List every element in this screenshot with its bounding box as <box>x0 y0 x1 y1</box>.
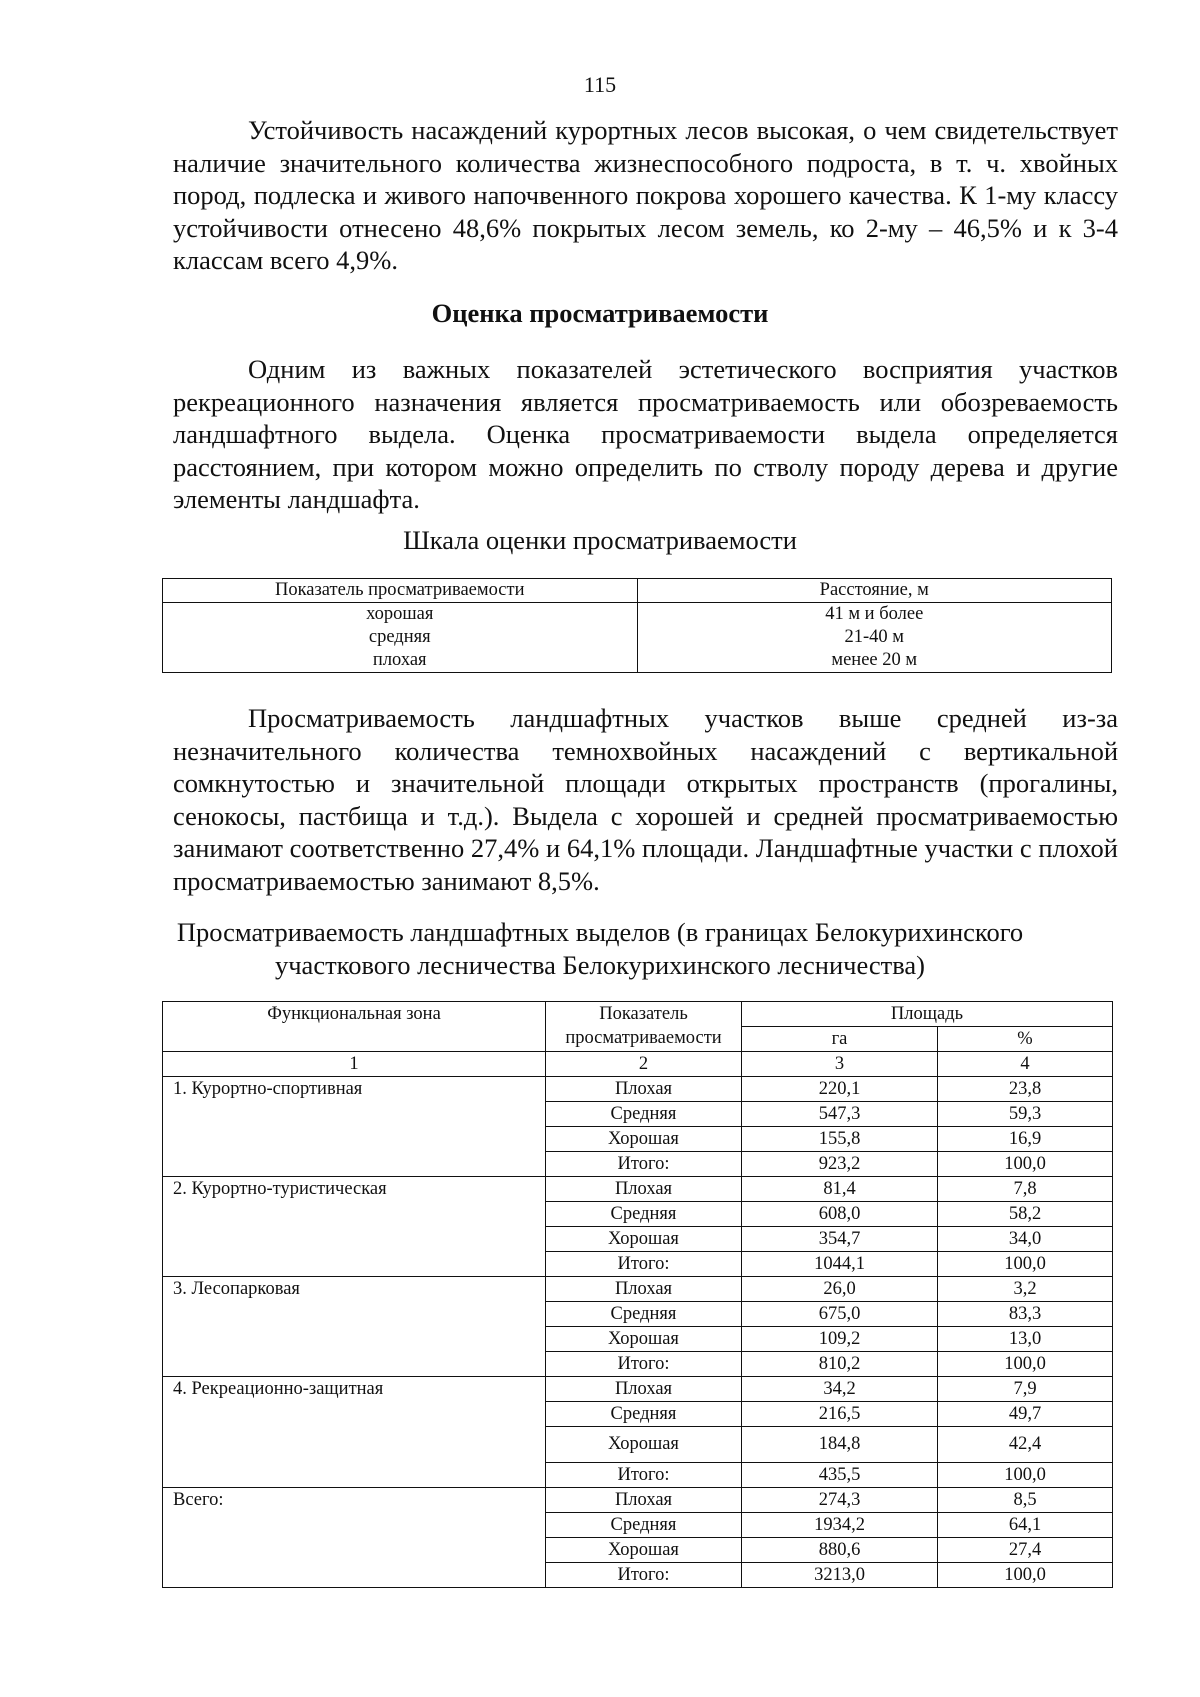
indicator-cell: Плохая <box>546 1277 742 1302</box>
column-header: га <box>742 1027 938 1052</box>
page-number: 115 <box>583 72 617 97</box>
visibility-by-zone-table <box>162 1001 1113 1588</box>
indicator-cell: Средняя <box>546 1102 742 1127</box>
column-number: 4 <box>938 1052 1113 1077</box>
column-header: Площадь <box>742 1002 1113 1027</box>
table-row <box>163 603 1112 673</box>
indicator-cell: Итого: <box>546 1352 742 1377</box>
indicator-cell: Средняя <box>546 1513 742 1538</box>
table-row <box>163 1277 1113 1302</box>
paragraph-visibility-results: Просматриваемость ландшафтных участков выше средней из-за незначительного количества темнохвойных насаждений с вертикальной сомкнутостью и значительной площади открытых пространств (прогалины, сенокосы, пастбища и т.д.). Выдела с хорошей и средней просматриваемостью занимают соответственно 27,4% и 64,1% площади. Ландшафтные участки с плохой просматриваемостью занимают 8,5%. <box>173 703 1118 896</box>
visibility-scale-table <box>162 578 1112 673</box>
area-pct-cell: 58,2 <box>938 1202 1113 1227</box>
zone-cell: 2. Курортно-туристическая <box>163 1177 546 1277</box>
distance-value: 41 м и более <box>825 604 924 624</box>
area-ha-cell: 880,6 <box>742 1538 938 1563</box>
column-number-row <box>163 1052 1113 1077</box>
area-pct-cell: 7,9 <box>938 1377 1113 1402</box>
area-ha-cell: 216,5 <box>742 1402 938 1427</box>
table-cell <box>637 603 1112 673</box>
area-pct-cell: 64,1 <box>938 1513 1113 1538</box>
distance-value: 21-40 м <box>844 627 904 647</box>
zone-cell: Всего: <box>163 1488 546 1588</box>
area-ha-cell: 109,2 <box>742 1327 938 1352</box>
area-pct-cell: 100,0 <box>938 1563 1113 1588</box>
visibility-table-caption <box>0 916 1200 982</box>
indicator-cell: Плохая <box>546 1077 742 1102</box>
header-line: Показатель <box>599 1004 688 1024</box>
indicator-cell: Хорошая <box>546 1227 742 1252</box>
area-ha-cell: 923,2 <box>742 1152 938 1177</box>
zone-cell: 1. Курортно-спортивная <box>163 1077 546 1177</box>
grade-label: плохая <box>372 650 427 670</box>
area-ha-cell: 220,1 <box>742 1077 938 1102</box>
area-pct-cell: 100,0 <box>938 1463 1113 1488</box>
area-pct-cell: 27,4 <box>938 1538 1113 1563</box>
area-ha-cell: 1934,2 <box>742 1513 938 1538</box>
paragraph-stability: Устойчивость насаждений курортных лесов высокая, о чем свидетельствует наличие значительного количества жизнеспособного подроста, в т. ч. хвойных пород, подлеска и живого напочвенного покрова хорошего качества. К 1-му классу устойчивости отнесено 48,6% покрытых лесом земель, ко 2-му – 46,5% и к 3-4 классам всего 4,9%. <box>173 115 1118 275</box>
area-ha-cell: 81,4 <box>742 1177 938 1202</box>
paragraph-visibility-intro: Одним из важных показателей эстетического восприятия участков рекреационного назначения является просматриваемость или обозреваемость ландшафтного выдела. Оценка просматриваемости выдела определяется расстоянием, при котором можно определить по стволу породу дерева и другие элементы ландшафта. <box>173 354 1118 514</box>
area-pct-cell: 23,8 <box>938 1077 1113 1102</box>
table-row <box>163 1177 1113 1202</box>
column-header: Показатель просматриваемости <box>163 579 638 603</box>
grade-label: хорошая <box>366 604 434 624</box>
area-pct-cell: 13,0 <box>938 1327 1113 1352</box>
indicator-cell: Итого: <box>546 1463 742 1488</box>
indicator-cell: Хорошая <box>546 1427 742 1463</box>
area-pct-cell: 49,7 <box>938 1402 1113 1427</box>
indicator-cell: Хорошая <box>546 1538 742 1563</box>
area-ha-cell: 3213,0 <box>742 1563 938 1588</box>
area-pct-cell: 100,0 <box>938 1152 1113 1177</box>
area-pct-cell: 100,0 <box>938 1352 1113 1377</box>
area-ha-cell: 547,3 <box>742 1102 938 1127</box>
column-number: 3 <box>742 1052 938 1077</box>
area-ha-cell: 26,0 <box>742 1277 938 1302</box>
indicator-cell: Итого: <box>546 1152 742 1177</box>
area-ha-cell: 34,2 <box>742 1377 938 1402</box>
indicator-cell: Средняя <box>546 1402 742 1427</box>
header-line: просматриваемости <box>565 1028 722 1048</box>
area-pct-cell: 83,3 <box>938 1302 1113 1327</box>
column-header <box>546 1002 742 1052</box>
area-ha-cell: 274,3 <box>742 1488 938 1513</box>
area-ha-cell: 810,2 <box>742 1352 938 1377</box>
area-pct-cell: 8,5 <box>938 1488 1113 1513</box>
zone-cell: 4. Рекреационно-защитная <box>163 1377 546 1488</box>
area-pct-cell: 7,8 <box>938 1177 1113 1202</box>
caption-line: Просматриваемость ландшафтных выделов (в границах Белокурихинского <box>176 917 1024 947</box>
area-pct-cell: 59,3 <box>938 1102 1113 1127</box>
area-ha-cell: 1044,1 <box>742 1252 938 1277</box>
table-header-row <box>163 579 1112 603</box>
column-header: % <box>938 1027 1113 1052</box>
indicator-cell: Итого: <box>546 1563 742 1588</box>
distance-value: менее 20 м <box>831 650 918 670</box>
table-row <box>163 1077 1113 1102</box>
section-heading: Оценка просматриваемости <box>431 298 769 328</box>
column-number: 1 <box>163 1052 546 1077</box>
area-ha-cell: 608,0 <box>742 1202 938 1227</box>
indicator-cell: Плохая <box>546 1488 742 1513</box>
indicator-cell: Средняя <box>546 1302 742 1327</box>
indicator-cell: Плохая <box>546 1377 742 1402</box>
grade-label: средняя <box>368 627 431 647</box>
area-pct-cell: 16,9 <box>938 1127 1113 1152</box>
table-row <box>163 1377 1113 1402</box>
area-ha-cell: 184,8 <box>742 1427 938 1463</box>
indicator-cell: Плохая <box>546 1177 742 1202</box>
caption-line: участкового лесничества Белокурихинского лесничества) <box>274 950 926 980</box>
indicator-cell: Средняя <box>546 1202 742 1227</box>
area-ha-cell: 354,7 <box>742 1227 938 1252</box>
zone-cell: 3. Лесопарковая <box>163 1277 546 1377</box>
area-pct-cell: 42,4 <box>938 1427 1113 1463</box>
column-number: 2 <box>546 1052 742 1077</box>
area-ha-cell: 435,5 <box>742 1463 938 1488</box>
area-pct-cell: 100,0 <box>938 1252 1113 1277</box>
scale-table-caption: Шкала оценки просматриваемости <box>403 525 797 555</box>
table-cell <box>163 603 638 673</box>
area-ha-cell: 155,8 <box>742 1127 938 1152</box>
column-header: Расстояние, м <box>637 579 1112 603</box>
indicator-cell: Хорошая <box>546 1127 742 1152</box>
table-row <box>163 1488 1113 1513</box>
indicator-cell: Итого: <box>546 1252 742 1277</box>
area-pct-cell: 34,0 <box>938 1227 1113 1252</box>
indicator-cell: Хорошая <box>546 1327 742 1352</box>
area-pct-cell: 3,2 <box>938 1277 1113 1302</box>
table-header-row <box>163 1002 1113 1027</box>
column-header: Функциональная зона <box>163 1002 546 1052</box>
area-ha-cell: 675,0 <box>742 1302 938 1327</box>
